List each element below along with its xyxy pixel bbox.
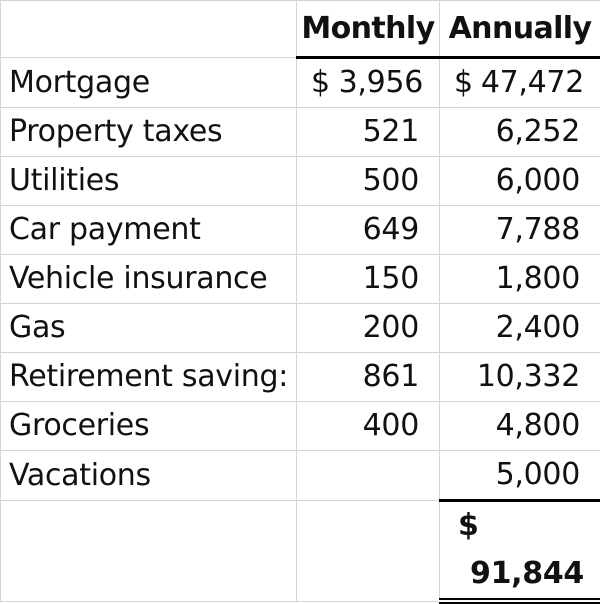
table-row-vehicle-insurance bbox=[1, 255, 600, 304]
row-label[interactable]: Mortgage bbox=[1, 58, 297, 108]
monthly-value: 3,956 bbox=[339, 59, 423, 107]
table-row-utilities bbox=[1, 157, 600, 206]
table-row-retirement-savings bbox=[1, 353, 600, 402]
header-row bbox=[1, 1, 600, 58]
monthly-cell[interactable] bbox=[297, 451, 440, 501]
monthly-cell[interactable]: 150 bbox=[297, 255, 440, 304]
annually-cell[interactable]: 7,788 bbox=[440, 206, 600, 255]
monthly-cell[interactable]: 500 bbox=[297, 157, 440, 206]
row-label[interactable]: Vehicle insurance bbox=[1, 255, 297, 304]
header-empty-cell[interactable] bbox=[1, 1, 297, 58]
monthly-cell[interactable]: 861 bbox=[297, 353, 440, 402]
row-label[interactable]: Car payment bbox=[1, 206, 297, 255]
table-row-groceries bbox=[1, 402, 600, 451]
monthly-cell[interactable]: 521 bbox=[297, 108, 440, 157]
annually-cell[interactable]: 4,800 bbox=[440, 402, 600, 451]
monthly-cell[interactable]: 400 bbox=[297, 402, 440, 451]
annually-cell[interactable]: 10,332 bbox=[440, 353, 600, 402]
row-label[interactable]: Vacations bbox=[1, 451, 297, 501]
annually-cell[interactable]: 6,000 bbox=[440, 157, 600, 206]
row-label[interactable]: Groceries bbox=[1, 402, 297, 451]
table-row-mortgage bbox=[1, 58, 600, 108]
annually-cell[interactable] bbox=[440, 58, 600, 108]
table-row-property-taxes bbox=[1, 108, 600, 157]
row-label[interactable]: Utilities bbox=[1, 157, 297, 206]
monthly-cell[interactable] bbox=[297, 58, 440, 108]
annually-cell[interactable]: 2,400 bbox=[440, 304, 600, 353]
monthly-cell[interactable]: 649 bbox=[297, 206, 440, 255]
currency-symbol: $ bbox=[311, 59, 330, 107]
annually-cell[interactable]: 6,252 bbox=[440, 108, 600, 157]
total-annually-value: 91,844 bbox=[470, 550, 584, 598]
annually-cell[interactable]: 5,000 bbox=[440, 451, 600, 501]
annually-cell[interactable]: 1,800 bbox=[440, 255, 600, 304]
currency-symbol: $ bbox=[454, 59, 473, 107]
currency-symbol: $ bbox=[458, 502, 479, 550]
table-row-gas bbox=[1, 304, 600, 353]
row-label[interactable]: Property taxes bbox=[1, 108, 297, 157]
header-monthly[interactable]: Monthly bbox=[297, 1, 440, 58]
table-row-vacations bbox=[1, 451, 600, 501]
monthly-cell[interactable]: 200 bbox=[297, 304, 440, 353]
row-label[interactable]: Gas bbox=[1, 304, 297, 353]
row-label[interactable]: Retirement saving: bbox=[1, 353, 297, 402]
annually-value: 47,472 bbox=[481, 59, 584, 107]
table-row-car-payment bbox=[1, 206, 600, 255]
header-annually[interactable]: Annually bbox=[440, 1, 600, 58]
